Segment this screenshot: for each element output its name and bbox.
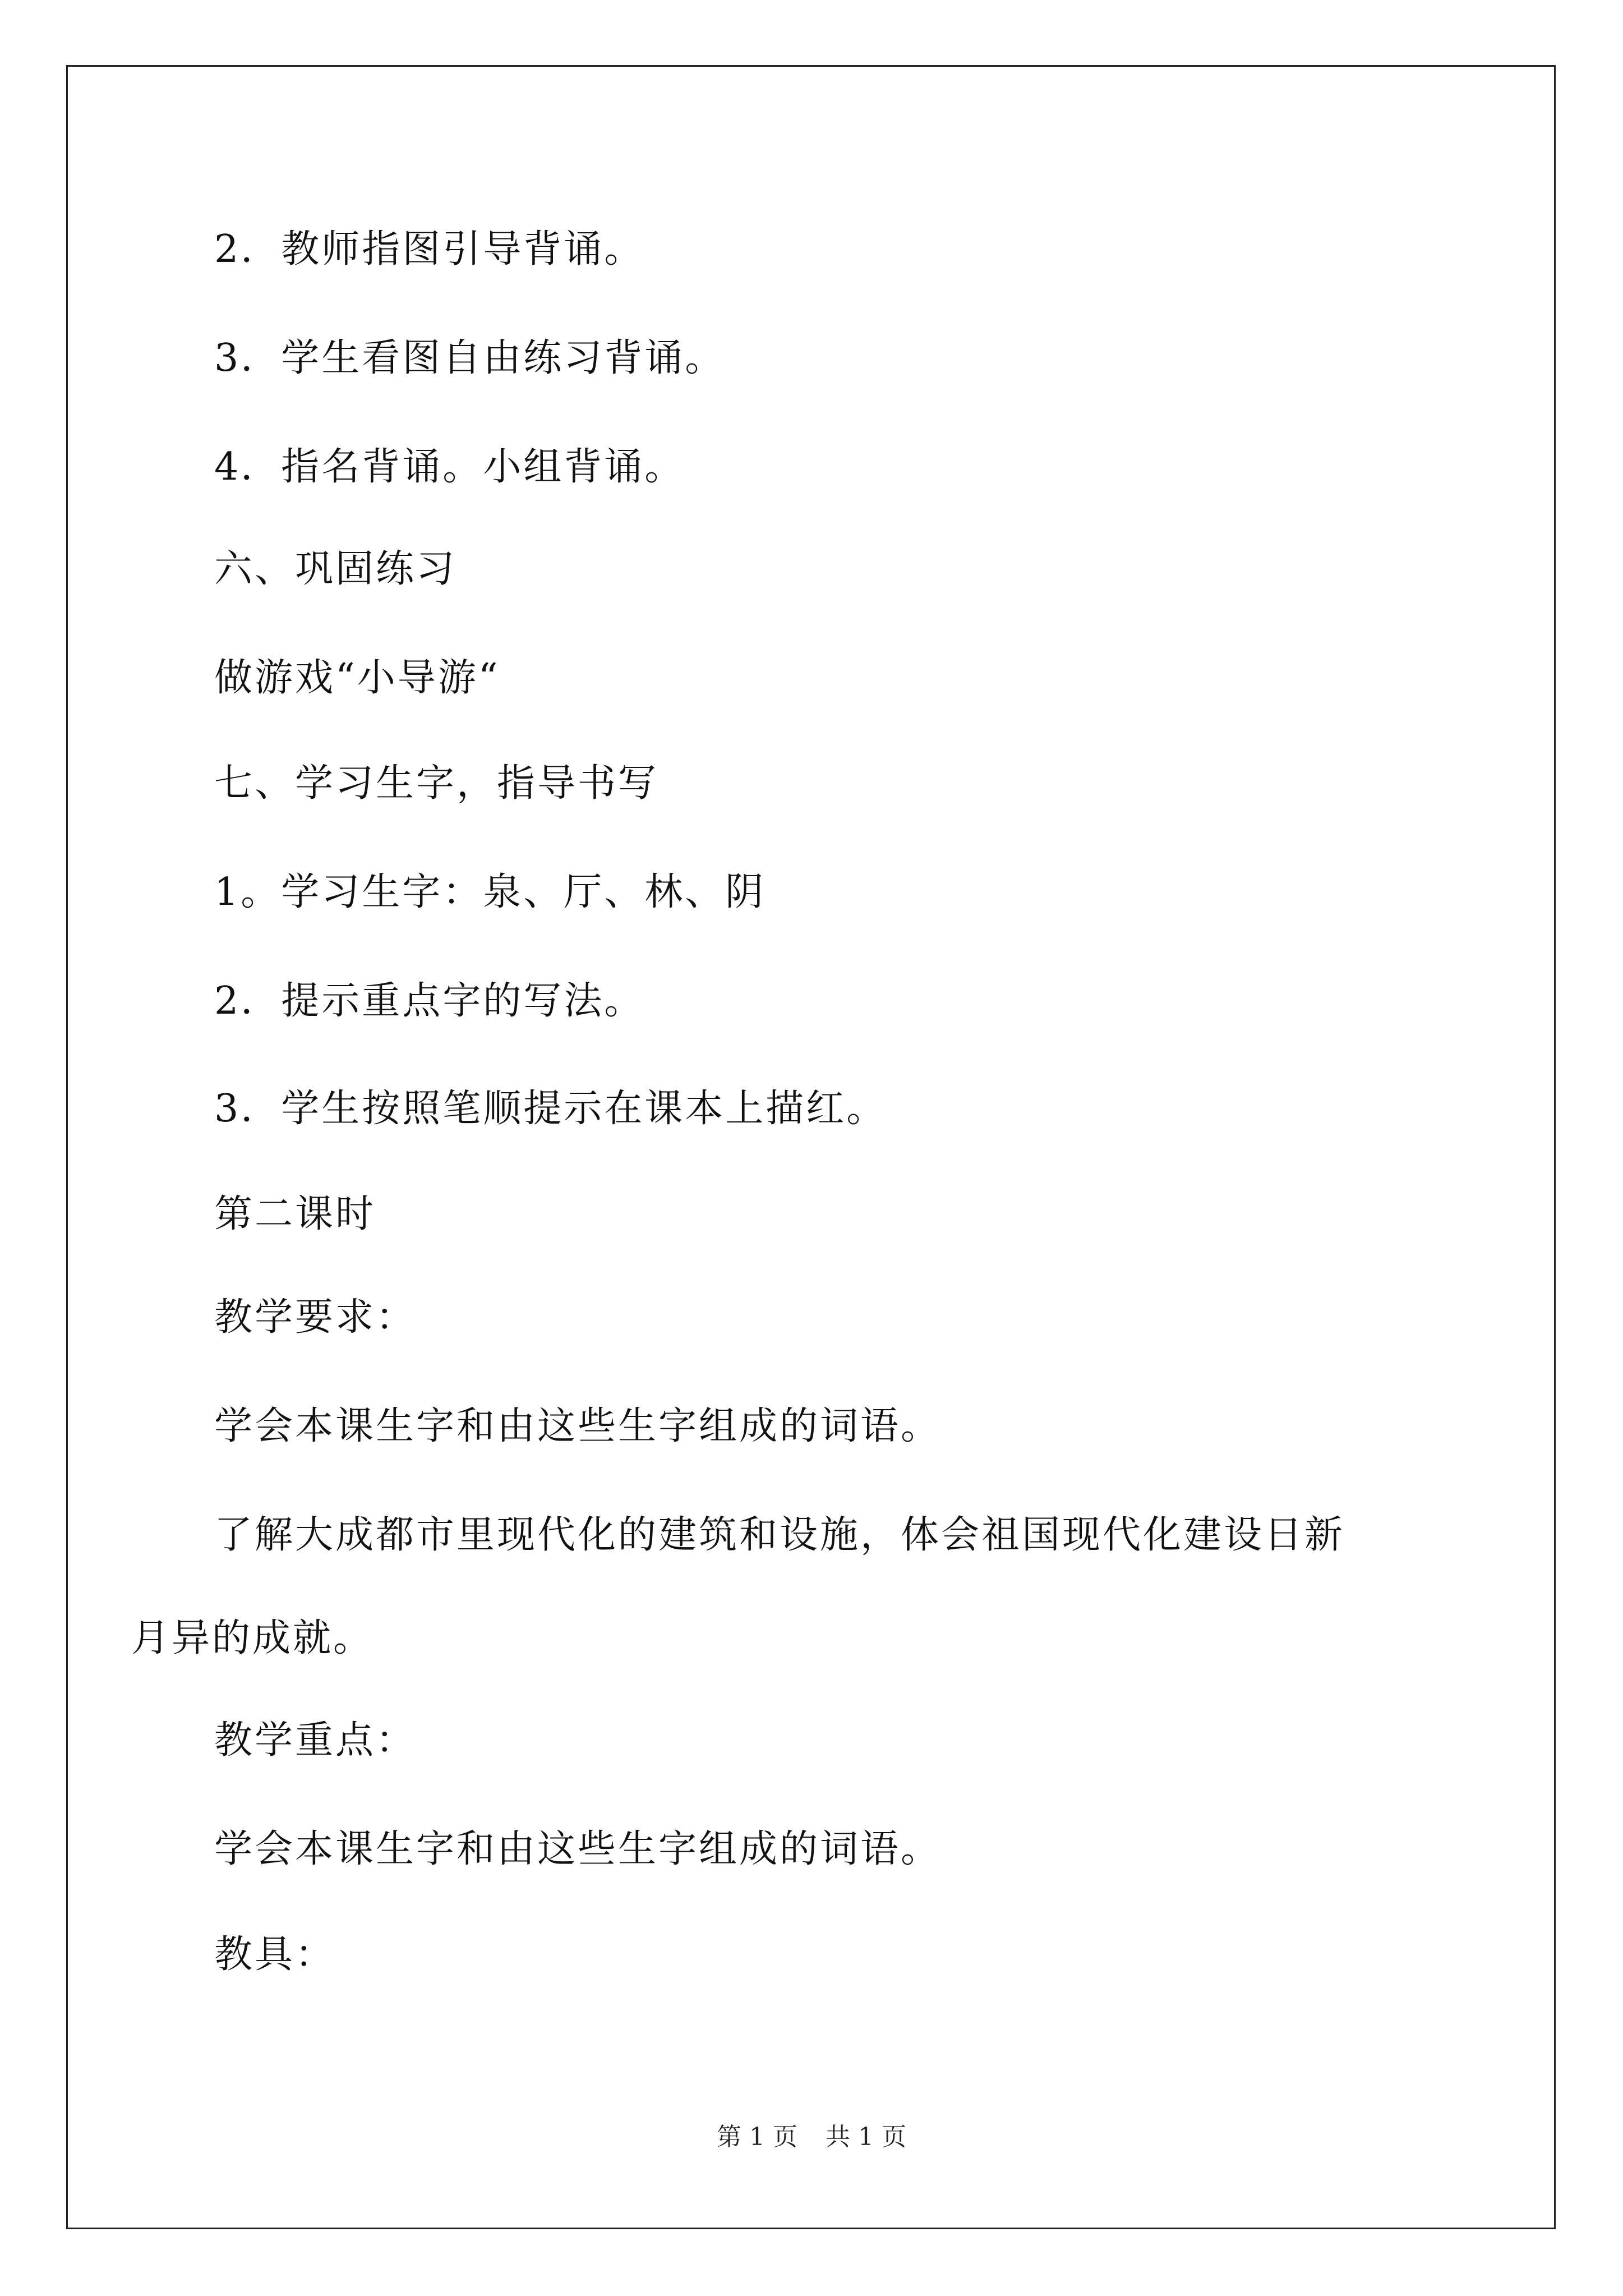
page-total: 共 1 页 — [826, 2123, 906, 2151]
text-line: 学会本课生字和由这些生字组成的词语。 — [214, 1404, 942, 1448]
section-heading: 六、巩固练习 — [214, 547, 457, 591]
page-border — [66, 65, 1556, 2229]
section-heading: 教学要求： — [214, 1295, 417, 1340]
page-number: 第 1 页 — [717, 2123, 797, 2151]
text-line: 4．指名背诵。小组背诵。 — [214, 445, 685, 489]
text-line: 1。学习生字：泉、厅、林、阴 — [214, 870, 766, 914]
text-line: 3．学生看图自由练习背诵。 — [214, 336, 726, 380]
text-line: 2．教师指图引导背诵。 — [214, 227, 645, 272]
text-line: 月异的成就。 — [131, 1616, 374, 1660]
text-line: 了解大成都市里现代化的建筑和设施，体会祖国现代化建设日新 — [214, 1513, 1345, 1557]
section-heading: 教学重点： — [214, 1718, 417, 1763]
section-heading: 第二课时 — [214, 1192, 376, 1236]
text-line: 3．学生按照笔顺提示在课本上描红。 — [214, 1087, 887, 1131]
section-heading: 七、学习生字，指导书写 — [214, 761, 659, 806]
text-line: 学会本课生字和由这些生字组成的词语。 — [214, 1827, 942, 1871]
text-line: 2．提示重点字的写法。 — [214, 979, 645, 1023]
text-line: 做游戏“小导游“ — [214, 656, 500, 700]
page-footer — [0, 2120, 1623, 2154]
section-heading: 教具： — [214, 1932, 336, 1977]
